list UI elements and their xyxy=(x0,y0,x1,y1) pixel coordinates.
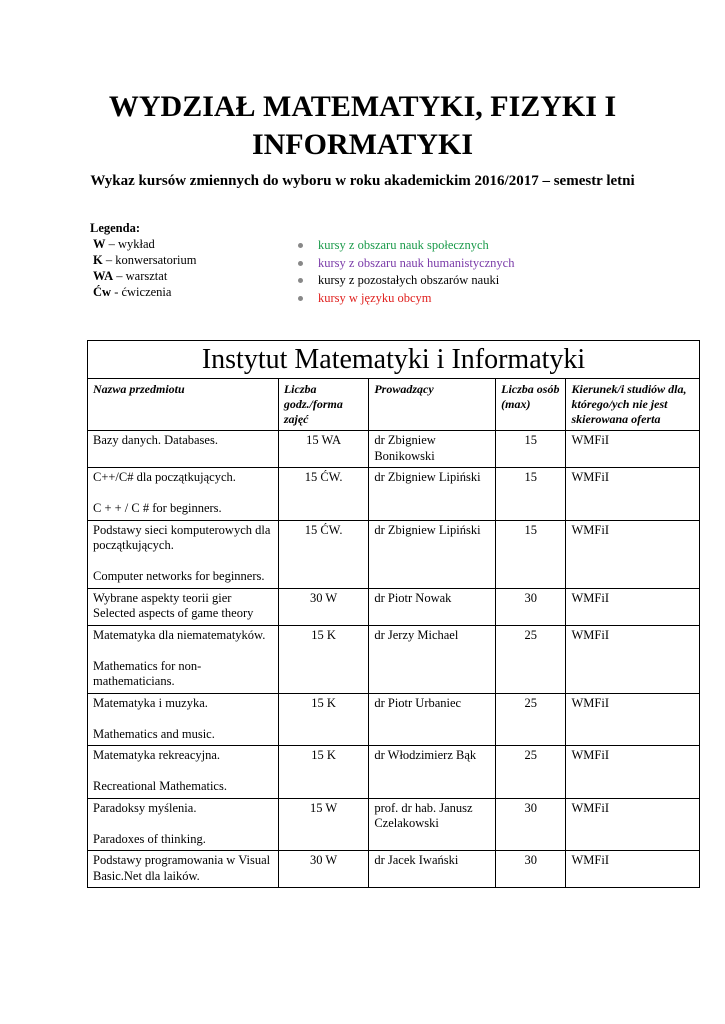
course-teacher-cell: dr Włodzimierz Bąk xyxy=(369,746,496,799)
course-max-participants-cell: 15 xyxy=(496,520,566,588)
courses-table xyxy=(87,340,700,888)
course-name-polish: Matematyka i muzyka. xyxy=(93,695,208,710)
course-hours-cell: 30 W xyxy=(278,588,369,625)
legend-course-types xyxy=(90,220,196,300)
course-name-cell xyxy=(88,798,279,851)
course-name-english: Computer networks for beginners. xyxy=(93,569,265,583)
course-hours-cell: 15 ĆW. xyxy=(278,468,369,521)
bullet-icon xyxy=(298,296,303,301)
course-name-cell xyxy=(88,588,279,625)
table-row xyxy=(88,798,700,851)
course-teacher-cell: prof. dr hab. Janusz Czelakowski xyxy=(369,798,496,851)
course-name-polish: Podstawy sieci komputerowych dla początkujących. xyxy=(93,522,271,552)
legend-type-description: – konwersatorium xyxy=(102,253,197,267)
legend-type-item xyxy=(90,268,196,284)
legend-area-item xyxy=(296,255,514,273)
course-name-polish: C++/C# dla początkujących. xyxy=(93,470,236,484)
course-name-english: Recreational Mathematics. xyxy=(93,779,227,793)
course-name-cell xyxy=(88,468,279,521)
course-name-cell xyxy=(88,520,279,588)
column-header-hours: Liczba godz./forma zajęć xyxy=(278,379,369,431)
course-max-participants-cell: 30 xyxy=(496,588,566,625)
course-name-english: C + + / C # for beginners. xyxy=(93,501,222,515)
course-name-english: Mathematics and music. xyxy=(93,726,215,741)
course-name-cell xyxy=(88,693,279,746)
table-row xyxy=(88,693,700,746)
course-excluded-programs-cell: WMFiI xyxy=(566,588,700,625)
legend-type-code: Ćw xyxy=(93,285,112,299)
course-name-cell xyxy=(88,851,279,888)
table-row xyxy=(88,520,700,588)
bullet-icon xyxy=(298,261,303,266)
table-row xyxy=(88,468,700,521)
legend-type-description: - ćwiczenia xyxy=(111,285,172,299)
course-max-participants-cell: 25 xyxy=(496,746,566,799)
legend-area-label: kursy w języku obcym xyxy=(318,290,432,305)
column-header-max-participants: Liczba osób (max) xyxy=(496,379,566,431)
course-excluded-programs-cell: WMFiI xyxy=(566,693,700,746)
course-name-cell xyxy=(88,746,279,799)
legend-area-label: kursy z obszaru nauk humanistycznych xyxy=(318,255,515,270)
faculty-title: WYDZIAŁ MATEMATYKI, FIZYKI I INFORMATYKI xyxy=(108,90,617,161)
legend-type-description: – warsztat xyxy=(113,269,168,283)
course-hours-cell: 15 WA xyxy=(278,431,369,468)
course-teacher-cell: dr Jerzy Michael xyxy=(369,625,496,693)
legend-area-item xyxy=(296,237,514,255)
course-max-participants-cell: 25 xyxy=(496,693,566,746)
table-row xyxy=(88,746,700,799)
course-excluded-programs-cell: WMFiI xyxy=(566,851,700,888)
course-name-english: Paradoxes of thinking. xyxy=(93,831,206,846)
course-max-participants-cell: 15 xyxy=(496,431,566,468)
document-subtitle: Wykaz kursów zmiennych do wyboru w roku akademickim 2016/2017 – semestr letni xyxy=(90,173,635,189)
column-header-teacher: Prowadzący xyxy=(369,379,496,431)
course-excluded-programs-cell: WMFiI xyxy=(566,431,700,468)
course-teacher-cell: dr Jacek Iwański xyxy=(369,851,496,888)
legend-area-label: kursy z pozostałych obszarów nauki xyxy=(318,273,500,287)
course-excluded-programs-cell: WMFiI xyxy=(566,468,700,521)
course-teacher-cell: dr Zbigniew Bonikowski xyxy=(369,431,496,468)
column-header-course-name: Nazwa przedmiotu xyxy=(88,379,279,431)
course-teacher-cell: dr Zbigniew Lipiński xyxy=(369,520,496,588)
course-hours-cell: 15 K xyxy=(278,746,369,799)
course-max-participants-cell: 30 xyxy=(496,851,566,888)
course-excluded-programs-cell: WMFiI xyxy=(566,520,700,588)
legend-area-item xyxy=(296,290,514,308)
course-hours-cell: 15 K xyxy=(278,693,369,746)
course-excluded-programs-cell: WMFiI xyxy=(566,625,700,693)
course-hours-cell: 15 K xyxy=(278,625,369,693)
table-row xyxy=(88,588,700,625)
legend-type-item xyxy=(90,236,196,252)
course-name-polish: Paradoksy myślenia. xyxy=(93,800,197,815)
course-name-polish: Bazy danych. Databases. xyxy=(93,433,218,447)
course-name-cell xyxy=(88,625,279,693)
legend-type-item xyxy=(90,284,196,300)
course-hours-cell: 30 W xyxy=(278,851,369,888)
course-max-participants-cell: 25 xyxy=(496,625,566,693)
course-name-polish: Matematyka dla niematematyków. xyxy=(93,627,266,642)
course-name-polish: Podstawy programowania w Visual Basic.Net dla laików. xyxy=(93,853,271,883)
course-hours-cell: 15 W xyxy=(278,798,369,851)
legend-area-label: kursy z obszaru nauk społecznych xyxy=(318,238,489,252)
course-teacher-cell: dr Zbigniew Lipiński xyxy=(369,468,496,521)
legend-type-item xyxy=(90,252,196,268)
course-name-polish: Matematyka rekreacyjna. xyxy=(93,748,221,762)
legend-area-item xyxy=(296,272,514,290)
course-excluded-programs-cell: WMFiI xyxy=(566,798,700,851)
course-name-polish: Wybrane aspekty teorii gier Selected aspects of game theory xyxy=(93,590,254,620)
legend-type-code: K xyxy=(93,253,103,267)
course-max-participants-cell: 15 xyxy=(496,468,566,521)
bullet-icon xyxy=(298,278,303,283)
bullet-icon xyxy=(298,243,303,248)
legend-heading: Legenda: xyxy=(90,221,140,235)
course-teacher-cell: dr Piotr Urbaniec xyxy=(369,693,496,746)
table-row xyxy=(88,625,700,693)
legend-type-description: – wykład xyxy=(105,237,155,251)
course-excluded-programs-cell: WMFiI xyxy=(566,746,700,799)
table-row xyxy=(88,851,700,888)
course-max-participants-cell: 30 xyxy=(496,798,566,851)
institute-heading: Instytut Matematyki i Informatyki xyxy=(88,341,700,379)
column-header-excluded-programs: Kierunek/i studiów dla, którego/ych nie jest skierowana oferta xyxy=(566,379,700,431)
table-row xyxy=(88,431,700,468)
legend-type-code: WA xyxy=(93,269,114,283)
course-name-cell xyxy=(88,431,279,468)
course-hours-cell: 15 ĆW. xyxy=(278,520,369,588)
legend-course-areas xyxy=(296,237,514,307)
course-name-english: Mathematics for non-mathematicians. xyxy=(93,658,202,688)
legend-type-code: W xyxy=(93,237,106,251)
course-teacher-cell: dr Piotr Nowak xyxy=(369,588,496,625)
